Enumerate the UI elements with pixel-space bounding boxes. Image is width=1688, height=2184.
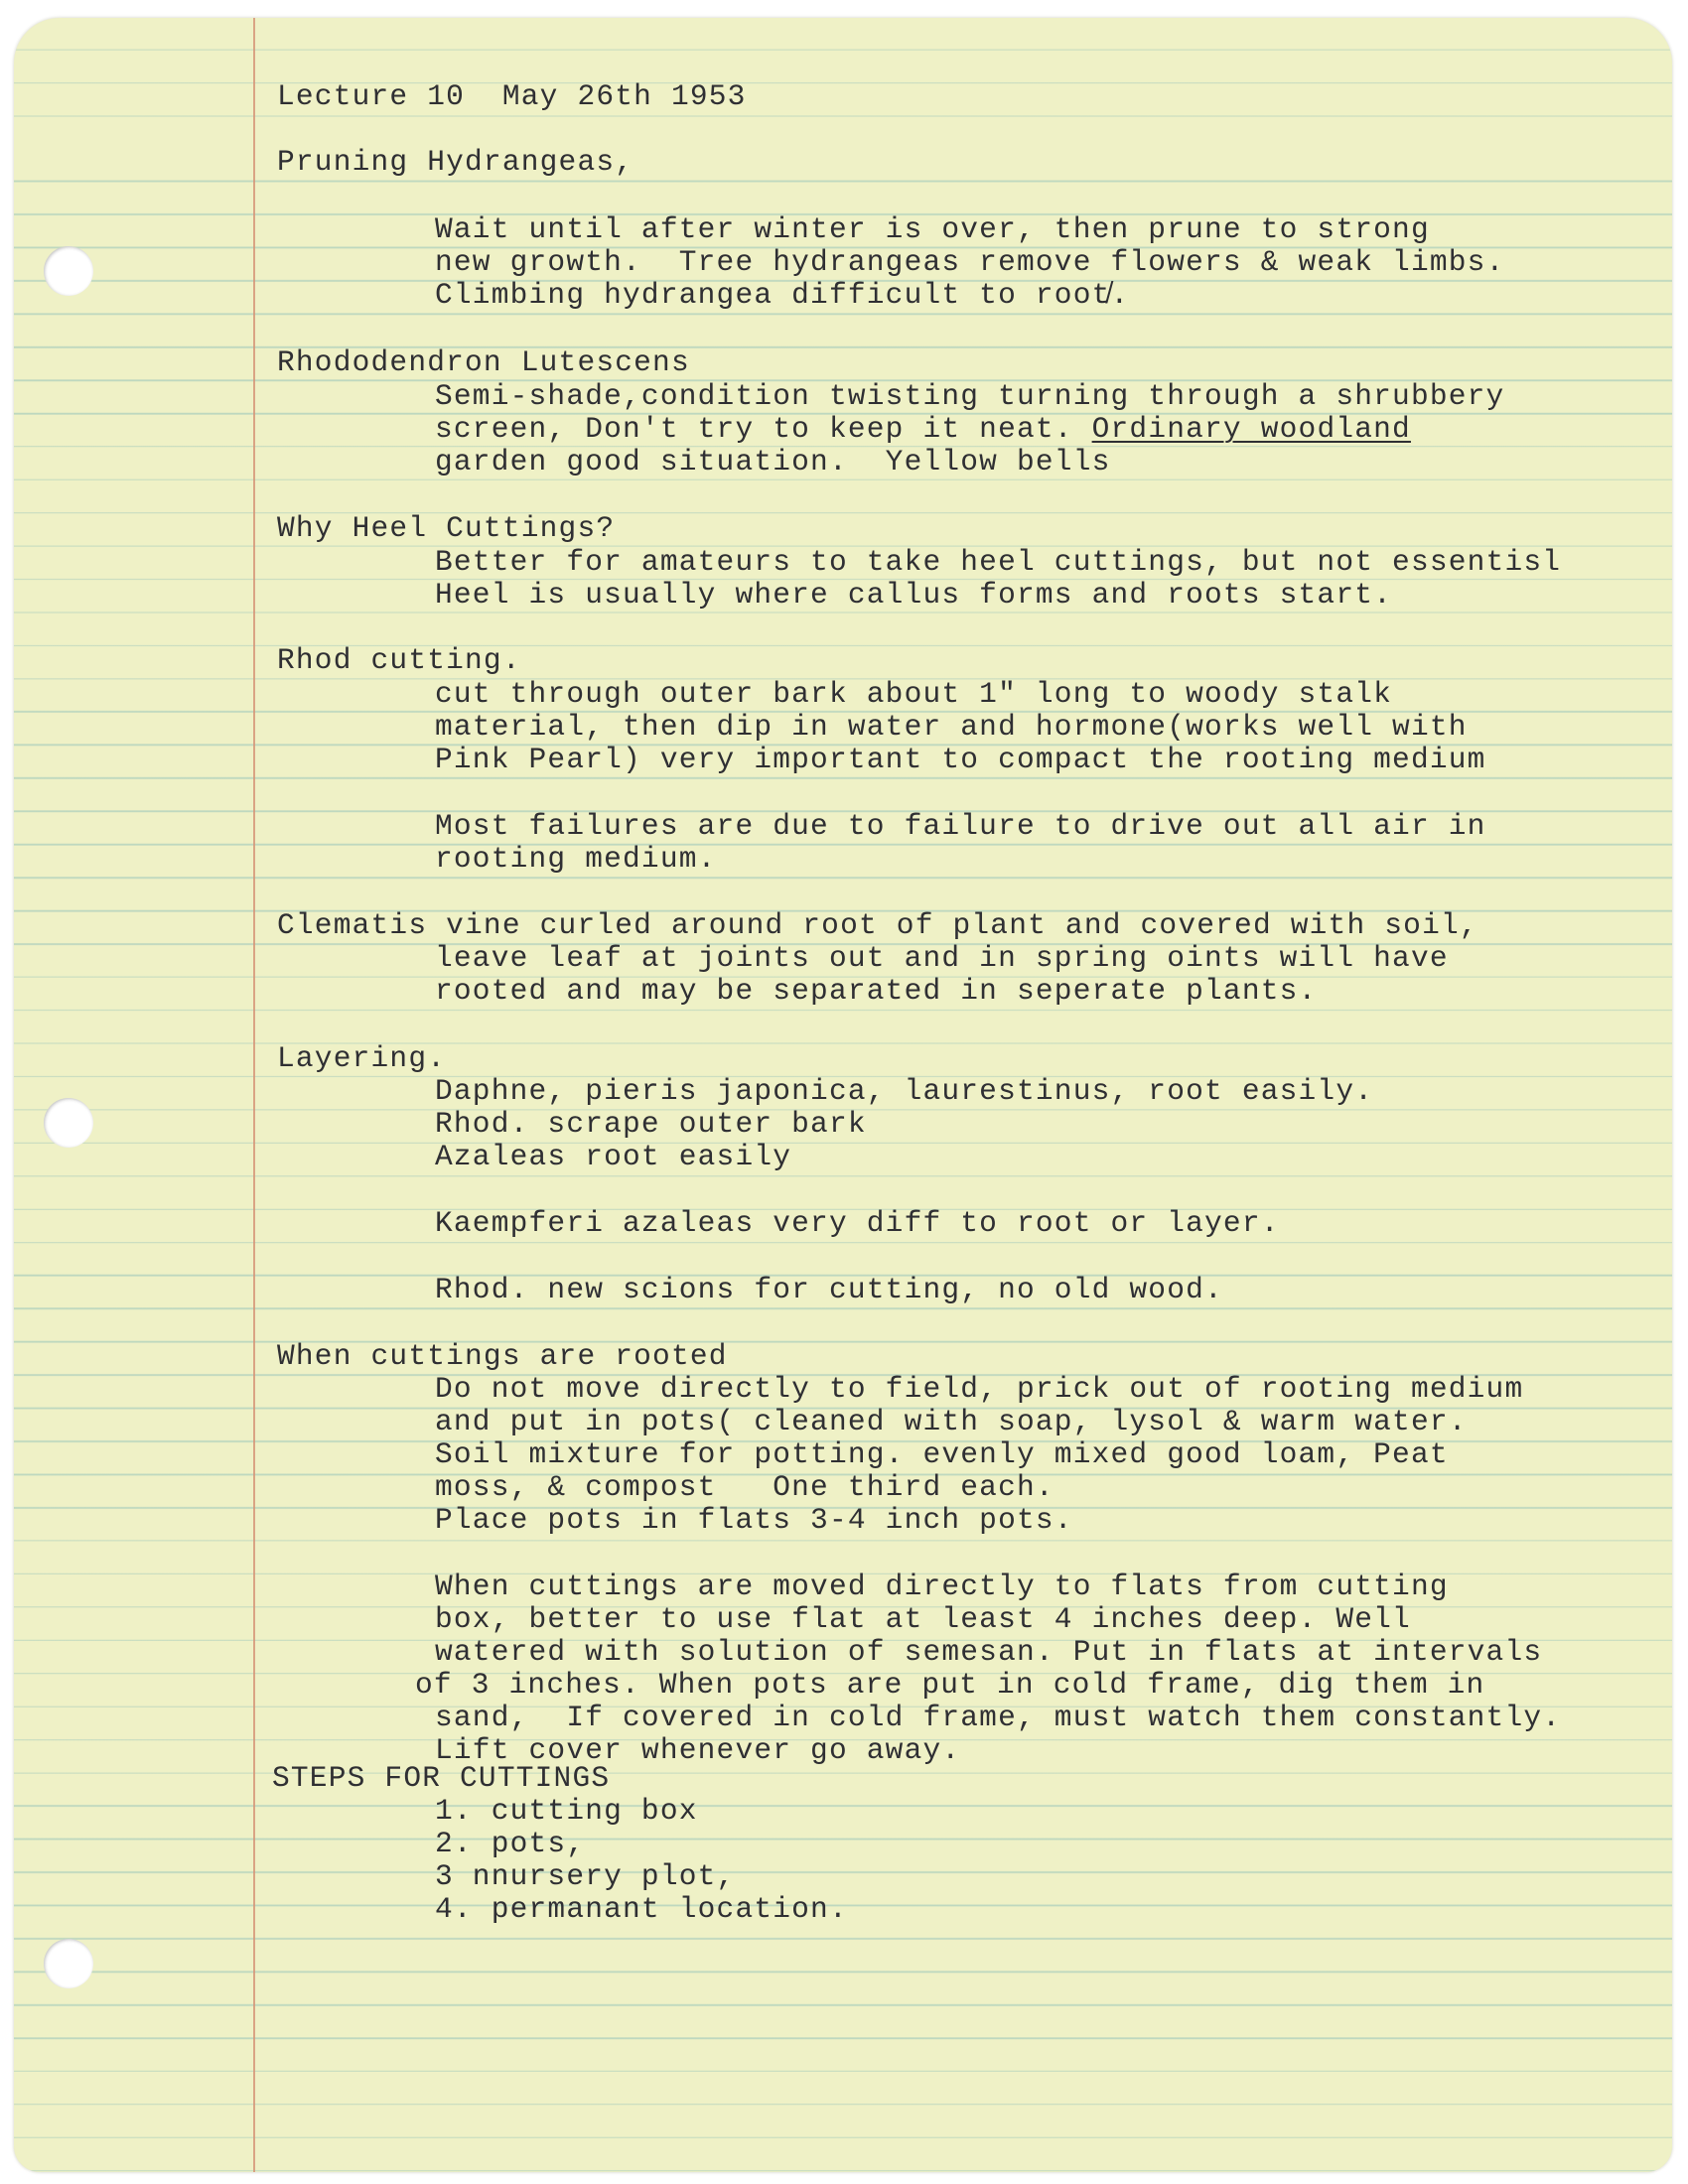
rhododendron-line [435, 412, 1411, 446]
rooted-line: Soil mixture for potting. evenly mixed good loam, Peat [435, 1437, 1449, 1471]
clematis-line: Clematis vine curled around root of plant and covered with soil, [277, 908, 1478, 942]
heading-rhod-cutting: Rhod cutting. [277, 643, 521, 677]
scions-line: Rhod. new scions for cutting, no old wood. [435, 1273, 1223, 1306]
kaempferi-line: Kaempferi azaleas very diff to root or layer. [435, 1206, 1280, 1240]
rooted-line: Place pots in flats 3-4 inch pots. [435, 1503, 1073, 1537]
heading-layering: Layering. [277, 1041, 447, 1075]
rhododendron-text: screen, Don't try to keep it neat. [435, 412, 1092, 446]
heel-line: Heel is usually where callus forms and roots start. [435, 578, 1393, 612]
heading-heel: Why Heel Cuttings? [277, 511, 616, 545]
rhod-cutting-line: Pink Pearl) very important to compact the rooting medium [435, 743, 1486, 776]
heading-pruning: Pruning Hydrangeas, [277, 145, 634, 179]
failures-line: rooting medium. [435, 842, 717, 876]
flats-line: box, better to use flat at least 4 inches deep. Well [435, 1602, 1411, 1636]
layering-line: Azaleas root easily [435, 1140, 792, 1173]
rooted-line: moss, & compost One third each. [435, 1470, 1055, 1504]
layering-line: Rhod. scrape outer bark [435, 1107, 867, 1141]
flats-line: sand, If covered in cold frame, must watch them constantly. [435, 1701, 1562, 1734]
heading-steps: STEPS FOR CUTTINGS [272, 1761, 611, 1795]
underlined-phrase: Ordinary woodland [1091, 412, 1411, 446]
flats-line: of 3 inches. When pots are put in cold frame, dig them in [415, 1668, 1485, 1702]
failures-line: Most failures are due to failure to drive out all air in [435, 809, 1486, 843]
rooted-line: Do not move directly to field, prick out of rooting medium [435, 1372, 1524, 1406]
typed-notes [14, 18, 1672, 2172]
flats-line: Lift cover whenever go away. [435, 1733, 961, 1767]
clematis-line: rooted and may be separated in seperate plants. [435, 974, 1318, 1008]
pruning-line: new growth. Tree hydrangeas remove flowers & weak limbs. [435, 245, 1505, 279]
heel-line: Better for amateurs to take heel cuttings, but not essentisl [435, 545, 1562, 579]
heading-rooted: When cuttings are rooted [277, 1339, 728, 1373]
flats-line: watered with solution of semesan. Put in flats at intervals [435, 1635, 1543, 1669]
step-item: 1. cutting box [435, 1794, 698, 1828]
heading-rhododendron: Rhododendron Lutescens [277, 345, 690, 379]
step-item: 3 nnursery plot, [435, 1859, 736, 1893]
pruning-line: Wait until after winter is over, then prune to strong [435, 212, 1430, 246]
clematis-line: leave leaf at joints out and in spring oints will have [435, 941, 1449, 975]
rhododendron-line: Semi-shade,condition twisting turning through a shrubbery [435, 379, 1505, 413]
rhod-cutting-line: cut through outer bark about 1" long to woody stalk [435, 677, 1393, 711]
step-item: 2. pots, [435, 1827, 586, 1860]
pruning-line: Climbing hydrangea difficult to root̸. [435, 278, 1130, 312]
flats-line: When cuttings are moved directly to flats from cutting [435, 1570, 1449, 1603]
rhododendron-line: garden good situation. Yellow bells [435, 445, 1111, 478]
step-item: 4. permanant location. [435, 1892, 848, 1926]
rooted-line: and put in pots( cleaned with soap, lysol & warm water. [435, 1405, 1468, 1438]
notebook-page [14, 18, 1672, 2172]
lecture-title: Lecture 10 May 26th 1953 [277, 79, 747, 113]
rhod-cutting-line: material, then dip in water and hormone(works well with [435, 710, 1468, 744]
layering-line: Daphne, pieris japonica, laurestinus, root easily. [435, 1074, 1374, 1108]
